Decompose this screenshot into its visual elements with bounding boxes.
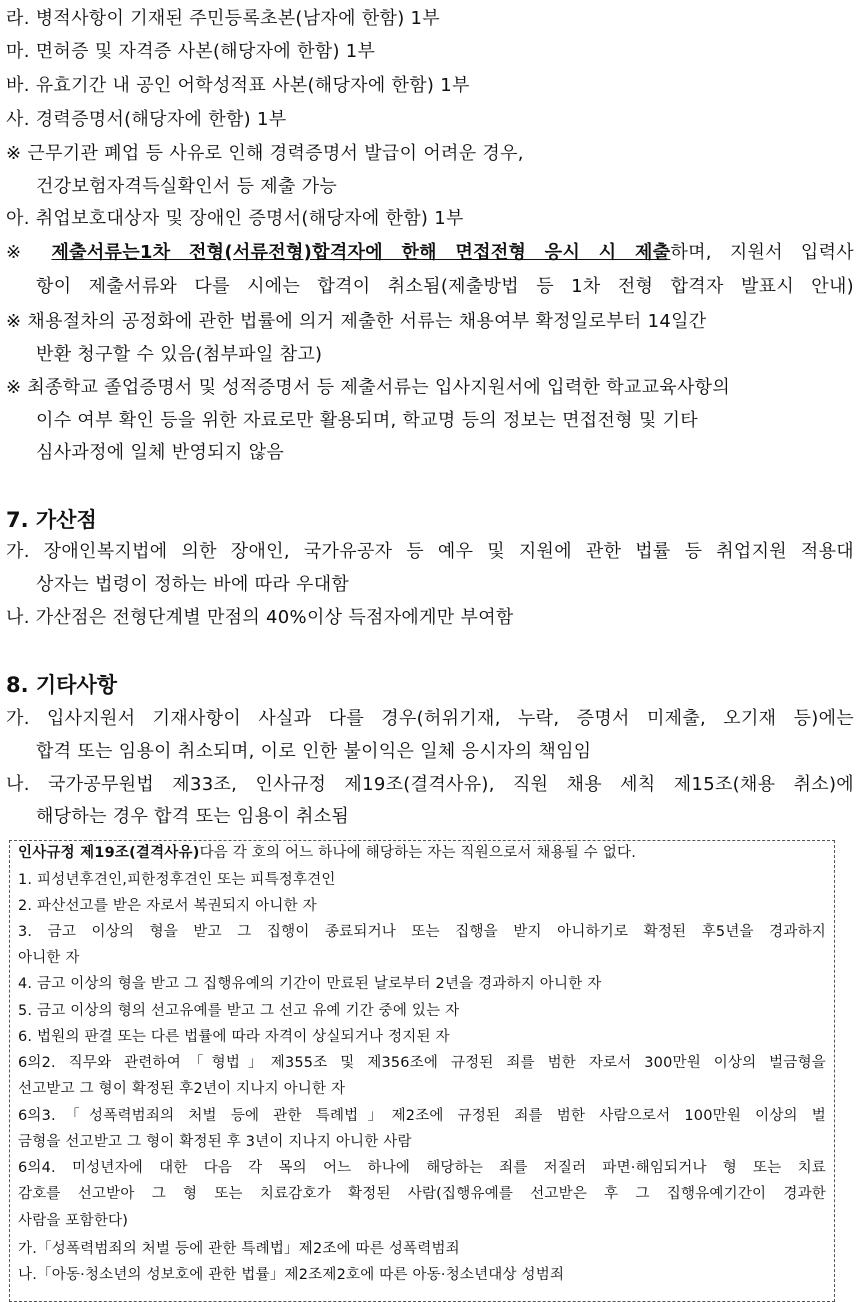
regulation-line: 6. 법원의 판결 또는 다른 법률에 따라 자격이 상실되거나 정지된 자 [18,1029,450,1045]
note-submission [6,242,854,264]
section-8-title: 8. 기타사항 [6,673,118,697]
regulation-line: 1. 피성년후견인,피한정후견인 또는 피특정후견인 [18,872,336,888]
list-item-ma: 마. 면허증 및 자격증 사본(해당자에 한함) 1부 [6,41,376,62]
note-school-cont1: 이수 여부 확인 등을 위한 자료로만 활용되며, 학교명 등의 정보는 면접전형 및 기타 [36,410,698,431]
note-submission-rest: 하며, 지원서 입력사 [670,242,854,263]
regulation-line: 가.「성폭력범죄의 처벌 등에 관한 특례법」제2조에 따른 성폭력범죄 [18,1241,460,1257]
regulation-line: 6의4. 미성년자에 대한 다음 각 목의 어느 하나에 해당하는 죄를 저질러 파면·해임되거나 형 또는 치료 [18,1160,826,1176]
regulation-line: 금형을 선고받고 그 형이 확정된 후 3년이 지나지 아니한 사람 [18,1134,412,1150]
section-7-item-ga: 가. 장애인복지법에 의한 장애인, 국가유공자 등 예우 및 지원에 관한 법률 등 취업지원 적용대 [6,541,854,562]
regulation-line: 6의2. 직무와 관련하여「형법」제355조 및 제356조에 규정된 죄를 범한 자로서 300만원 이상의 벌금형을 [18,1055,826,1071]
note-mark: ※ [6,242,34,263]
regulation-heading-rest: 다음 각 호의 어느 하나에 해당하는 자는 직원으로서 채용될 수 없다. [199,845,637,861]
section-8-item-na-cont: 해당하는 경우 합격 또는 임용이 취소됨 [36,806,350,827]
list-item-ba: 바. 유효기간 내 공인 어학성적표 사본(해당자에 한함) 1부 [6,75,470,96]
list-item-a: 아. 취업보호대상자 및 장애인 증명서(해당자에 한함) 1부 [6,208,464,229]
regulation-line: 사람을 포함한다) [18,1213,129,1229]
regulation-line: 감호를 선고받아 그 형 또는 치료감호가 확정된 사람(집행유예를 선고받은 후 그 집행유예기간이 경과한 [18,1186,826,1202]
section-7-item-ga-cont: 상자는 법령이 정하는 바에 따라 우대함 [36,574,350,595]
section-8-item-ga-cont: 합격 또는 임용이 취소되며, 이로 인한 불이익은 일체 응시자의 책임임 [36,741,592,762]
note-return: ※ 채용절차의 공정화에 관한 법률에 의거 제출한 서류는 채용여부 확정일로부터 14일간 [6,311,707,332]
note-career: ※ 근무기관 폐업 등 사유로 인해 경력증명서 발급이 어려운 경우, [6,143,524,164]
regulation-line: 나.「아동·청소년의 성보호에 관한 법률」제2조제2호에 따른 아동·청소년대상 성범죄 [18,1267,565,1283]
regulation-line: 선고받고 그 형이 확정된 후2년이 지나지 아니한 자 [18,1081,346,1097]
note-school: ※ 최종학교 졸업증명서 및 성적증명서 등 제출서류는 입사지원서에 입력한 학교교육사항의 [6,377,731,398]
regulation-line: 2. 파산선고를 받은 자로서 복권되지 아니한 자 [18,898,317,914]
regulation-line: 6의3.「성폭력범죄의 처벌 등에 관한 특례법」제2조에 규정된 죄를 범한 사람으로서 100만원 이상의 벌 [18,1108,826,1124]
section-8-item-ga: 가. 입사지원서 기재사항이 사실과 다를 경우(허위기재, 누락, 증명서 미제출, 오기재 등)에는 [6,708,854,729]
regulation-line: 5. 금고 이상의 형의 선고유예를 받고 그 선고 유예 기간 중에 있는 자 [18,1003,460,1019]
note-submission-emphasis: 제출서류는1차 전형(서류전형)합격자에 한해 면접전형 응시 시 제출 [51,242,671,263]
note-career-cont: 건강보험자격득실확인서 등 제출 가능 [36,176,338,197]
list-item-ra: 라. 병적사항이 기재된 주민등록초본(남자에 한함) 1부 [6,8,440,29]
note-return-cont: 반환 청구할 수 있음(첨부파일 참고) [36,344,323,365]
section-7-item-na: 나. 가산점은 전형단계별 만점의 40%이상 득점자에게만 부여함 [6,607,514,628]
list-item-sa: 사. 경력증명서(해당자에 한함) 1부 [6,109,287,130]
section-8-item-na: 나. 국가공무원법 제33조, 인사규정 제19조(결격사유), 직원 채용 세칙 제15조(채용 취소)에 [6,774,854,795]
note-school-cont2: 심사과정에 일체 반영되지 않음 [36,442,285,463]
regulation-heading [18,844,636,862]
regulation-line: 3. 금고 이상의 형을 받고 그 집행이 종료되거나 또는 집행을 받지 아니하기로 확정된 후5년을 경과하지 [18,924,826,940]
regulation-heading-bold: 인사규정 제19조(결격사유) [18,845,200,861]
section-7-title: 7. 가산점 [6,508,97,532]
regulation-line: 4. 금고 이상의 형을 받고 그 집행유예의 기간이 만료된 날로부터 2년을 경과하지 아니한 자 [18,976,602,992]
regulation-line: 아니한 자 [18,950,80,966]
note-submission-cont: 항이 제출서류와 다를 시에는 합격이 취소됨(제출방법 등 1차 전형 합격자 발표시 안내) [36,276,854,297]
